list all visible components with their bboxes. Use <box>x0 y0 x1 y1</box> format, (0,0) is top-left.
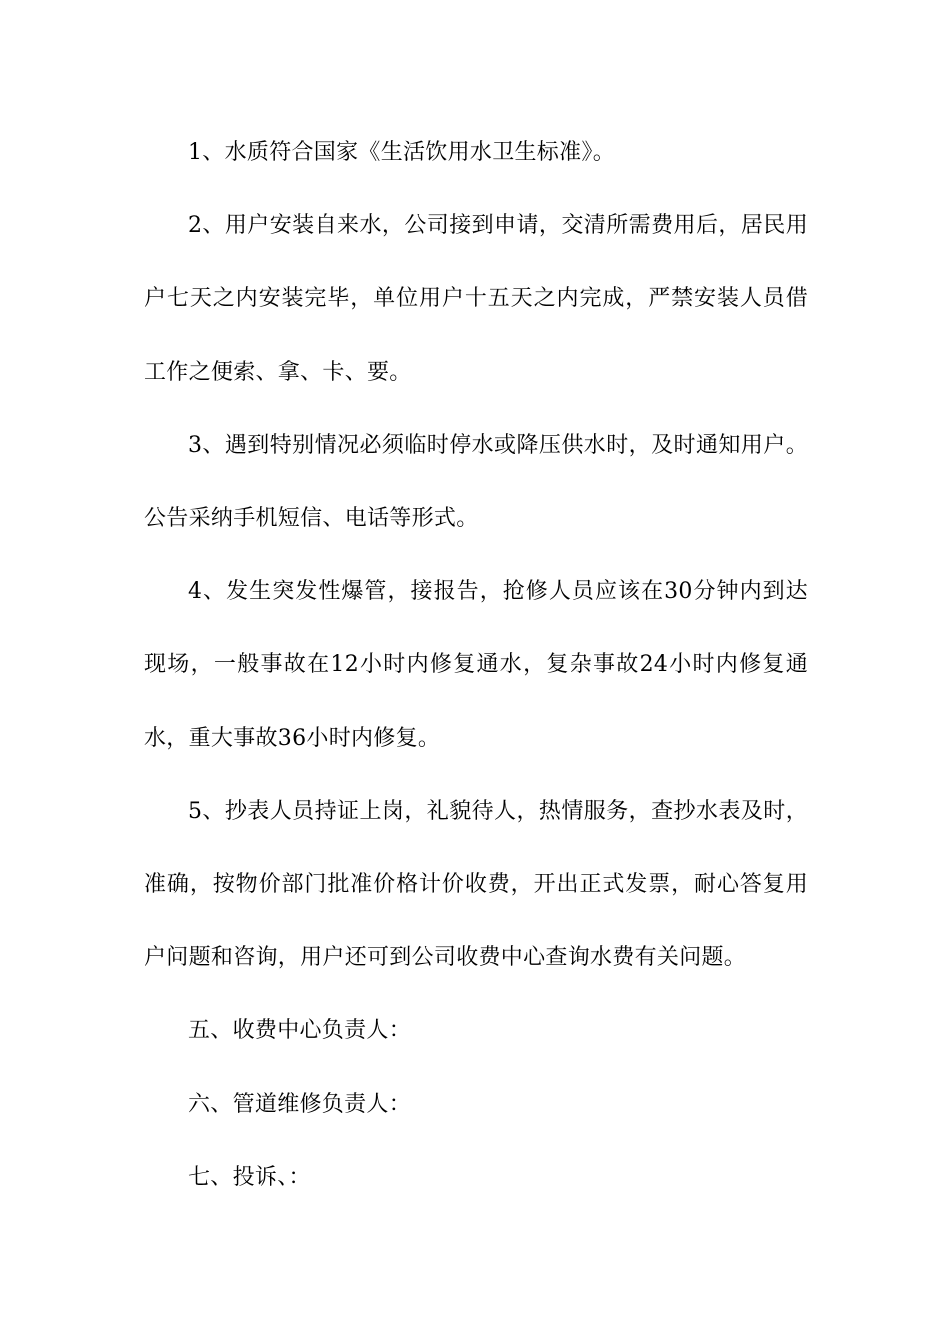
paragraph-pipe-burst-repair: 4、发生突发性爆管，接报告，抢修人员应该在30分钟内到达现场，一般事故在12小时内修复通水，复杂事故24小时内修复通水，重大事故36小时内修复。 <box>144 579 808 751</box>
paragraph-complaints: 七、投诉、： <box>188 1164 311 1190</box>
paragraph-water-quality: 1、水质符合国家《生活饮用水卫生标准》。 <box>188 140 615 165</box>
paragraph-water-outage-notice: 3、遇到特别情况必须临时停水或降压供水时，及时通知用户。公告采纳手机短信、电话等形式。 <box>144 432 808 532</box>
document-body <box>144 116 808 1214</box>
paragraph-billing-center-head: 五、收费中心负责人： <box>188 1018 412 1044</box>
paragraph-pipe-maintenance-head: 六、管道维修负责人： <box>188 1091 412 1117</box>
paragraph-meter-reading-billing: 5、抄表人员持证上岗，礼貌待人，热情服务，查抄水表及时，准确，按物价部门批准价格计价收费，开出正式发票，耐心答复用户问题和咨询，用户还可到公司收费中心查询水费有关问题。 <box>144 798 808 971</box>
paragraph-installation: 2、用户安装自来水，公司接到申请，交清所需费用后，居民用户七天之内安装完毕，单位用户十五天之内完成，严禁安装人员借工作之便索、拿、卡、要。 <box>144 213 808 385</box>
